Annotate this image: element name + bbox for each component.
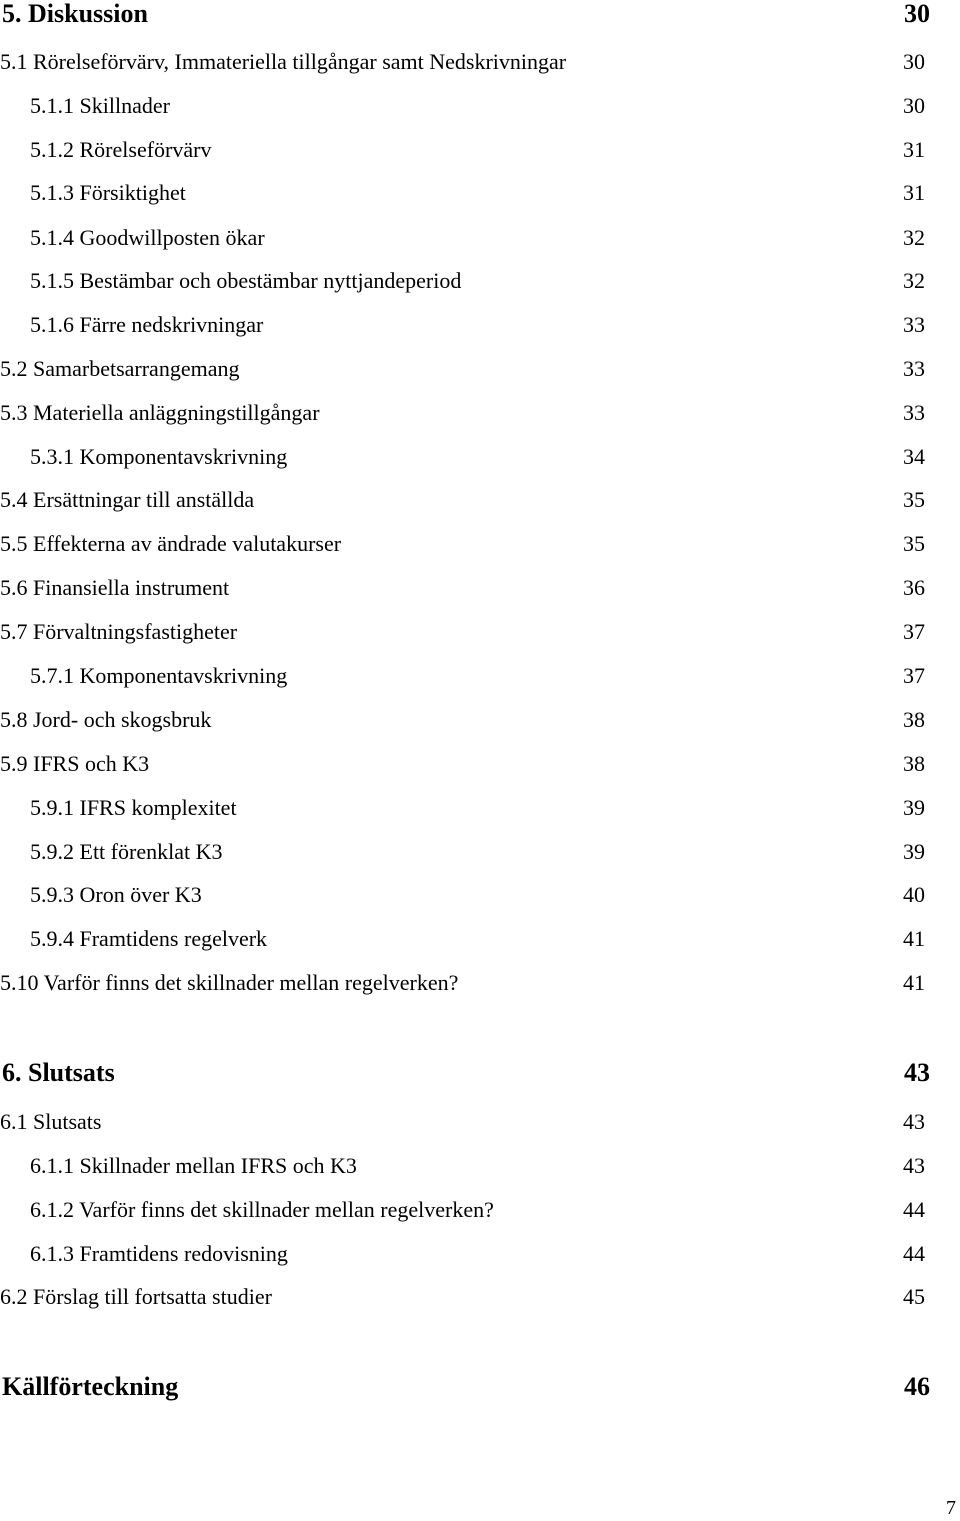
toc-entry (0, 1282, 925, 1312)
toc-entry (30, 178, 925, 208)
toc-entry-page: 32 (903, 268, 925, 293)
toc-entry-page: 38 (903, 751, 925, 776)
toc-entry (0, 485, 925, 515)
toc-entry-page: 30 (904, 0, 930, 28)
toc-entry (30, 266, 925, 296)
toc-entry-title: 5.1.1 Skillnader (30, 93, 170, 118)
toc-entry (0, 749, 925, 779)
toc-entry (0, 705, 925, 735)
toc-entry (0, 398, 925, 428)
toc-chapter-entry (2, 1372, 930, 1402)
toc-entry-title: 5.5 Effekterna av ändrade valutakurser (0, 531, 342, 556)
page-number: 7 (946, 1497, 956, 1519)
toc-entry-title: 6.1.3 Framtidens redovisning (30, 1241, 288, 1266)
toc-entry-title: 5.1 Rörelseförvärv, Immateriella tillgångar samt Nedskrivningar (0, 49, 567, 74)
toc-entry-page: 46 (904, 1372, 930, 1401)
toc-entry-page: 44 (903, 1241, 925, 1266)
toc-entry (30, 924, 925, 954)
toc-entry-page: 41 (903, 926, 925, 951)
toc-entry-title: 5.7 Förvaltningsfastigheter (0, 619, 238, 644)
toc-entry-page: 38 (903, 707, 925, 732)
toc-entry (30, 442, 925, 472)
toc-entry-title: 6. Slutsats (2, 1058, 115, 1087)
toc-entry-title: 5.1.5 Bestämbar och obestämbar nyttjandeperiod (30, 268, 462, 293)
toc-entry-title: 5.9.3 Oron över K3 (30, 882, 202, 907)
toc-entry-title: 5.10 Varför finns det skillnader mellan regelverken? (0, 970, 459, 995)
toc-entry-title: 6.1.1 Skillnader mellan IFRS och K3 (30, 1153, 357, 1178)
toc-entry-title: 5.3.1 Komponentavskrivning (30, 444, 288, 469)
toc-entry-page: 45 (903, 1284, 925, 1309)
toc-entry-page: 37 (903, 663, 925, 688)
toc-entry-page: 31 (903, 180, 925, 205)
toc-entry (0, 968, 925, 998)
toc-chapter-entry (2, 0, 930, 29)
toc-entry-title: 5. Diskussion (2, 0, 148, 28)
toc-entry-page: 44 (903, 1197, 925, 1222)
toc-entry-page: 39 (903, 795, 925, 820)
toc-entry-title: 5.9.2 Ett förenklat K3 (30, 839, 223, 864)
toc-entry (0, 47, 925, 77)
toc-entry-title: 5.6 Finansiella instrument (0, 575, 230, 600)
toc-entry-page: 33 (903, 356, 925, 381)
toc-entry (0, 617, 925, 647)
toc-entry-title: 6.2 Förslag till fortsatta studier (0, 1284, 272, 1309)
toc-entry (0, 354, 925, 384)
toc-entry (0, 529, 925, 559)
toc-entry-title: 5.2 Samarbetsarrangemang (0, 356, 240, 381)
toc-entry-title: 5.9.4 Framtidens regelverk (30, 926, 268, 951)
toc-entry-page: 32 (903, 225, 925, 250)
toc-entry (0, 573, 925, 603)
toc-entry (30, 880, 925, 910)
toc-entry-title: 5.1.2 Rörelseförvärv (30, 137, 212, 162)
toc-entry-page: 34 (903, 444, 925, 469)
toc-entry (30, 91, 925, 121)
toc-entry-title: 5.4 Ersättningar till anställda (0, 487, 255, 512)
toc-entry-page: 33 (903, 312, 925, 337)
toc-entry-title: 5.9.1 IFRS komplexitet (30, 795, 237, 820)
toc-entry (30, 837, 925, 867)
toc-entry-page: 30 (903, 49, 925, 74)
toc-entry-title: 5.3 Materiella anläggningstillgångar (0, 400, 320, 425)
toc-entry-page: 43 (903, 1109, 925, 1134)
toc-entry-page: 43 (904, 1058, 930, 1087)
toc-entry-title: Källförteckning (2, 1372, 179, 1401)
toc-entry-page: 35 (903, 531, 925, 556)
toc-entry (30, 1195, 925, 1225)
toc-entry-page: 31 (903, 137, 925, 162)
toc-entry (30, 793, 925, 823)
toc-entry-page: 35 (903, 487, 925, 512)
toc-entry-title: 5.8 Jord- och skogsbruk (0, 707, 212, 732)
toc-entry-title: 5.1.6 Färre nedskrivningar (30, 312, 264, 337)
toc-entry-title: 6.1 Slutsats (0, 1109, 102, 1134)
toc-entry (30, 310, 925, 340)
toc-entry (30, 1151, 925, 1181)
toc-entry-title: 5.1.3 Försiktighet (30, 180, 186, 205)
toc-entry-title: 5.1.4 Goodwillposten ökar (30, 225, 265, 250)
toc-entry (30, 661, 925, 691)
toc-entry-page: 33 (903, 400, 925, 425)
toc-entry-page: 37 (903, 619, 925, 644)
toc-entry-page: 39 (903, 839, 925, 864)
toc-entry-title: 5.7.1 Komponentavskrivning (30, 663, 288, 688)
toc-entry (30, 135, 925, 165)
toc-entry (0, 1107, 925, 1137)
toc-chapter-entry (2, 1058, 930, 1088)
toc-entry (30, 223, 925, 253)
toc-entry-title: 6.1.2 Varför finns det skillnader mellan regelverken? (30, 1197, 494, 1222)
toc-entry-title: 5.9 IFRS och K3 (0, 751, 150, 776)
toc-entry-page: 40 (903, 882, 925, 907)
toc-entry (30, 1239, 925, 1269)
toc-entry-page: 36 (903, 575, 925, 600)
toc-entry-page: 43 (903, 1153, 925, 1178)
toc-entry-page: 41 (903, 970, 925, 995)
toc-entry-page: 30 (903, 93, 925, 118)
